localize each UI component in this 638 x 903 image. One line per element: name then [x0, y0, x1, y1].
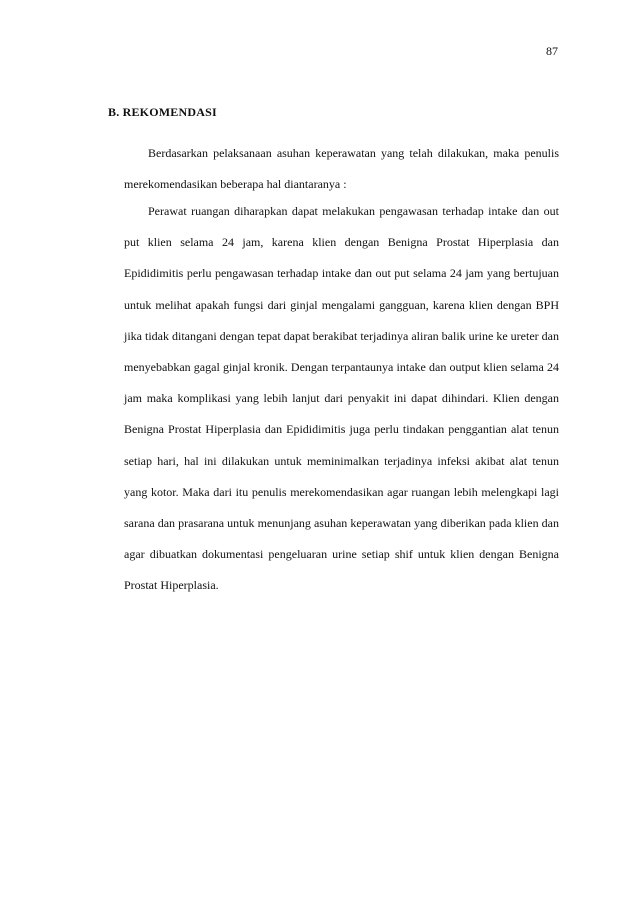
intro-paragraph-block: [124, 138, 559, 200]
recommendation-paragraph: Perawat ruangan diharapkan dapat melakukan pengawasan terhadap intake dan out put klien selama 24 jam, karena klien dengan Benigna Prostat Hiperplasia dan Epididimitis perlu pengawasan terhadap intake dan out put selama 24 jam yang bertujuan untuk melihat apakah fungsi dari ginjal mengalami gangguan, karena klien dengan BPH jika tidak ditangani dengan tepat dapat berakibat terjadinya aliran balik urine ke ureter dan menyebabkan gagal ginjal kronik. Dengan terpantaunya intake dan output klien selama 24 jam maka komplikasi yang lebih lanjut dari penyakit ini dapat dihindari. Klien dengan Benigna Prostat Hiperplasia dan Epididimitis juga perlu tindakan penggantian alat tenun setiap hari, hal ini dilakukan untuk meminimalkan terjadinya infeksi akibat alat tenun yang kotor. Maka dari itu penulis merekomendasikan agar ruangan lebih melengkapi lagi sarana dan prasarana untuk menunjang asuhan keperawatan yang diberikan pada klien dan agar dibuatkan dokumentasi pengeluaran urine setiap shif untuk klien dengan Benigna Prostat Hiperplasia.: [124, 204, 559, 593]
page-number: 87: [546, 44, 558, 58]
recommendation-paragraph-block: [124, 196, 559, 602]
intro-paragraph: Berdasarkan pelaksanaan asuhan keperawatan yang telah dilakukan, maka penulis merekomendasikan beberapa hal diantaranya :: [124, 146, 559, 191]
section-heading: B. REKOMENDASI: [108, 105, 217, 119]
